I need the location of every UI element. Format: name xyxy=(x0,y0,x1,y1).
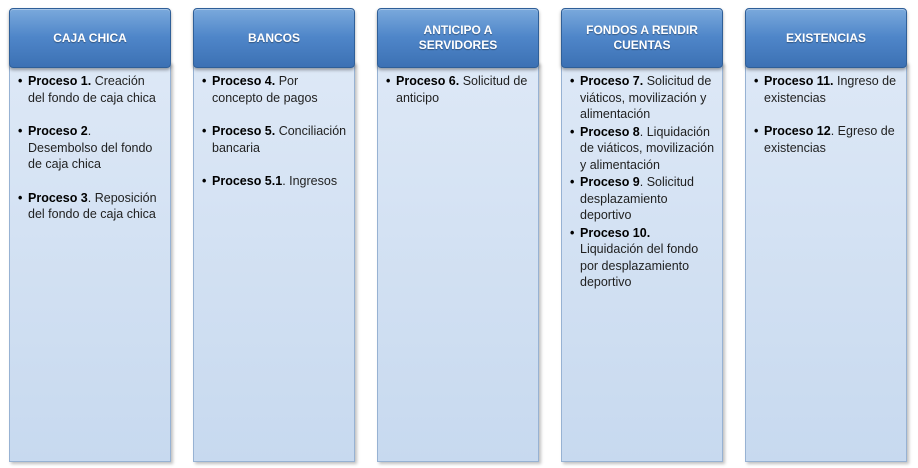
list-item xyxy=(18,123,164,173)
process-list xyxy=(18,73,164,223)
process-list xyxy=(754,73,900,156)
process-label: Proceso 9 xyxy=(580,175,640,189)
column-body xyxy=(377,62,539,462)
process-list xyxy=(386,73,532,106)
process-label: Proceso 1. xyxy=(28,74,92,88)
list-item xyxy=(754,123,900,156)
process-text: . Egreso de existencias xyxy=(764,124,895,155)
process-text: Creación del fondo de caja chica xyxy=(28,74,156,105)
process-text: Conciliación bancaria xyxy=(212,124,347,155)
column-header: CAJA CHICA xyxy=(9,8,171,68)
column-fondos-rendir-cuentas xyxy=(559,0,725,468)
column-header: BANCOS xyxy=(193,8,355,68)
column-header: FONDOS A RENDIR CUENTAS xyxy=(561,8,723,68)
process-label: Proceso 4. xyxy=(212,74,276,88)
process-label: Proceso 10. xyxy=(580,225,651,240)
column-body xyxy=(561,62,723,462)
process-label: Proceso 12 xyxy=(764,124,831,138)
list-item xyxy=(18,190,164,223)
process-text: . Reposición del fondo de caja chica xyxy=(28,190,157,221)
column-header: ANTICIPO A SERVIDORES xyxy=(377,8,539,68)
process-text: Ingreso de existencias xyxy=(764,74,897,105)
process-label: Proceso 5.1 xyxy=(212,174,283,188)
list-item xyxy=(570,225,716,291)
column-anticipo-servidores xyxy=(375,0,541,468)
list-item xyxy=(570,73,716,123)
list-item xyxy=(386,73,532,106)
list-item xyxy=(570,124,716,174)
column-header: EXISTENCIAS xyxy=(745,8,907,68)
column-existencias xyxy=(743,0,909,468)
column-caja-chica xyxy=(7,0,173,468)
process-label: Proceso 5. xyxy=(212,124,276,138)
column-bancos xyxy=(191,0,357,468)
process-list xyxy=(202,73,348,190)
list-item xyxy=(202,73,348,106)
process-text: . Desembolso del fondo de caja chica xyxy=(28,124,153,171)
process-list xyxy=(570,73,716,291)
column-body xyxy=(745,62,907,462)
process-text: Por concepto de pagos xyxy=(212,74,318,105)
process-text: . Solicitud desplazamiento deportivo xyxy=(580,175,694,222)
column-body xyxy=(9,62,171,462)
process-label: Proceso 7. xyxy=(580,74,644,88)
list-item xyxy=(570,174,716,224)
process-label: Proceso 11. xyxy=(764,74,834,88)
list-item xyxy=(754,73,900,106)
process-text: Solicitud de anticipo xyxy=(396,74,528,105)
process-label: Proceso 2 xyxy=(28,124,88,138)
process-label: Proceso 8 xyxy=(580,124,640,139)
list-item xyxy=(202,173,348,190)
process-label: Proceso 6. xyxy=(396,74,460,88)
process-label: Proceso 3 xyxy=(28,190,88,205)
process-text: . Liquidación de viáticos, movilización y alimentación xyxy=(580,124,715,172)
process-text: . Ingresos xyxy=(282,174,338,188)
process-text: Solicitud de viáticos, movilización y alimentación xyxy=(580,74,712,121)
column-body xyxy=(193,62,355,462)
process-text: Liquidación del fondo por desplazamiento deportivo xyxy=(580,242,699,289)
list-item xyxy=(202,123,348,156)
list-item xyxy=(18,73,164,106)
